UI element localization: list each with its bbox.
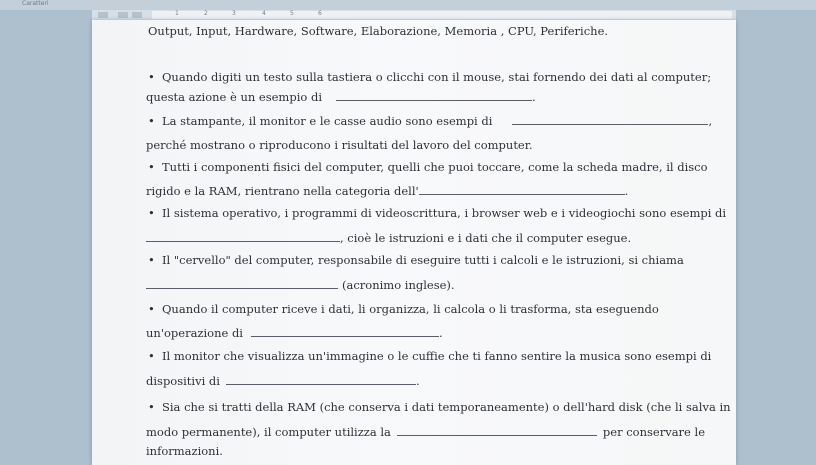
ruler-number: 5 xyxy=(290,10,294,17)
question-8: • Sia che si tratti della RAM (che conserva i dati temporaneamente) o dell'hard disk (che li salva in xyxy=(148,400,731,414)
punctuation: , xyxy=(708,114,713,128)
question-7: • Il monitor che visualizza un'immagine o le cuffie che ti fanno sentire la musica sono esempi di xyxy=(148,349,712,363)
question-3-continuation xyxy=(146,183,628,198)
punctuation: . xyxy=(439,326,443,340)
font-group-label: Caratteri xyxy=(22,0,49,7)
question-8-continuation-2: informazioni. xyxy=(146,444,223,458)
document-page[interactable] xyxy=(92,20,736,465)
question-4-continuation xyxy=(146,230,631,245)
question-text: questa azione è un esempio di xyxy=(146,90,322,104)
ruler-number: 2 xyxy=(204,10,208,17)
ruler-number: 4 xyxy=(262,10,266,17)
question-1-continuation xyxy=(146,89,536,104)
question-text: Il sistema operativo, i programmi di videoscrittura, i browser web e i videogiochi sono esempi di xyxy=(162,206,727,220)
question-text: Sia che si tratti della RAM (che conserva i dati temporaneamente) o dell'hard disk (che li salva in xyxy=(162,400,731,414)
question-8-continuation xyxy=(146,424,705,439)
question-text: , cioè le istruzioni e i dati che il computer esegue. xyxy=(340,231,632,245)
question-2: • La stampante, il monitor e le casse audio sono esempi di , xyxy=(148,114,713,128)
ruler-number: 3 xyxy=(232,10,236,17)
question-text: un'operazione di xyxy=(146,326,243,340)
tab-selector[interactable] xyxy=(98,12,108,18)
answer-blank[interactable] xyxy=(146,230,340,242)
indent-marker[interactable] xyxy=(118,12,128,18)
ruler-text-area xyxy=(152,11,732,19)
ruler-number: 6 xyxy=(318,10,322,17)
punctuation: . xyxy=(624,184,629,198)
title-bar xyxy=(0,0,816,10)
answer-blank[interactable] xyxy=(146,277,338,289)
question-text: Il monitor che visualizza un'immagine o le cuffie che ti fanno sentire la musica sono esempi di xyxy=(162,349,712,363)
question-1: • Quando digiti un testo sulla tastiera o clicchi con il mouse, stai fornendo dei dati al computer; xyxy=(148,70,712,84)
question-5: • Il "cervello" del computer, responsabile di eseguire tutti i calcoli e le istruzioni, si chiama xyxy=(148,253,684,267)
question-6-continuation xyxy=(146,325,443,340)
punctuation: . xyxy=(532,90,536,104)
question-text: Il "cervello" del computer, responsabile di eseguire tutti i calcoli e le istruzioni, si chiama xyxy=(162,253,684,267)
ruler-number: 1 xyxy=(175,10,179,17)
question-4: • Il sistema operativo, i programmi di videoscrittura, i browser web e i videogiochi sono esempi di xyxy=(148,206,727,220)
answer-blank[interactable] xyxy=(251,325,439,337)
answer-blank[interactable] xyxy=(419,183,625,195)
punctuation: . xyxy=(415,374,420,388)
question-text: per conservare le xyxy=(602,425,705,439)
answer-blank[interactable] xyxy=(397,424,597,436)
question-text: (acronimo inglese). xyxy=(342,278,455,292)
answer-blank[interactable] xyxy=(336,89,532,101)
indent-marker[interactable] xyxy=(132,12,142,18)
question-6: • Quando il computer riceve i dati, li organizza, li calcola o li trasforma, sta eseguendo xyxy=(148,302,659,316)
question-text: Quando il computer riceve i dati, li organizza, li calcola o li trasforma, sta eseguendo xyxy=(162,302,659,316)
question-text: rigido e la RAM, rientrano nella categoria dell' xyxy=(146,184,419,198)
question-3: • Tutti i componenti fisici del computer, quelli che puoi toccare, come la scheda madre, il disco xyxy=(148,160,708,174)
question-7-continuation xyxy=(146,373,420,388)
question-text: La stampante, il monitor e le casse audio sono esempi di xyxy=(162,114,493,128)
question-text: modo permanente), il computer utilizza la xyxy=(146,425,391,439)
answer-blank[interactable] xyxy=(226,373,416,385)
question-text: Quando digiti un testo sulla tastiera o clicchi con il mouse, stai fornendo dei dati al computer; xyxy=(162,70,712,84)
question-text: dispositivi di xyxy=(146,374,220,388)
question-5-continuation xyxy=(146,277,455,292)
answer-blank[interactable] xyxy=(512,113,708,125)
options-line: Output, Input, Hardware, Software, Elaborazione, Memoria , CPU, Periferiche. xyxy=(148,24,609,38)
question-2-continuation: perché mostrano o riproducono i risultati del lavoro del computer. xyxy=(146,138,533,152)
question-text: Tutti i componenti fisici del computer, quelli che puoi toccare, come la scheda madre, il disco xyxy=(162,160,708,174)
